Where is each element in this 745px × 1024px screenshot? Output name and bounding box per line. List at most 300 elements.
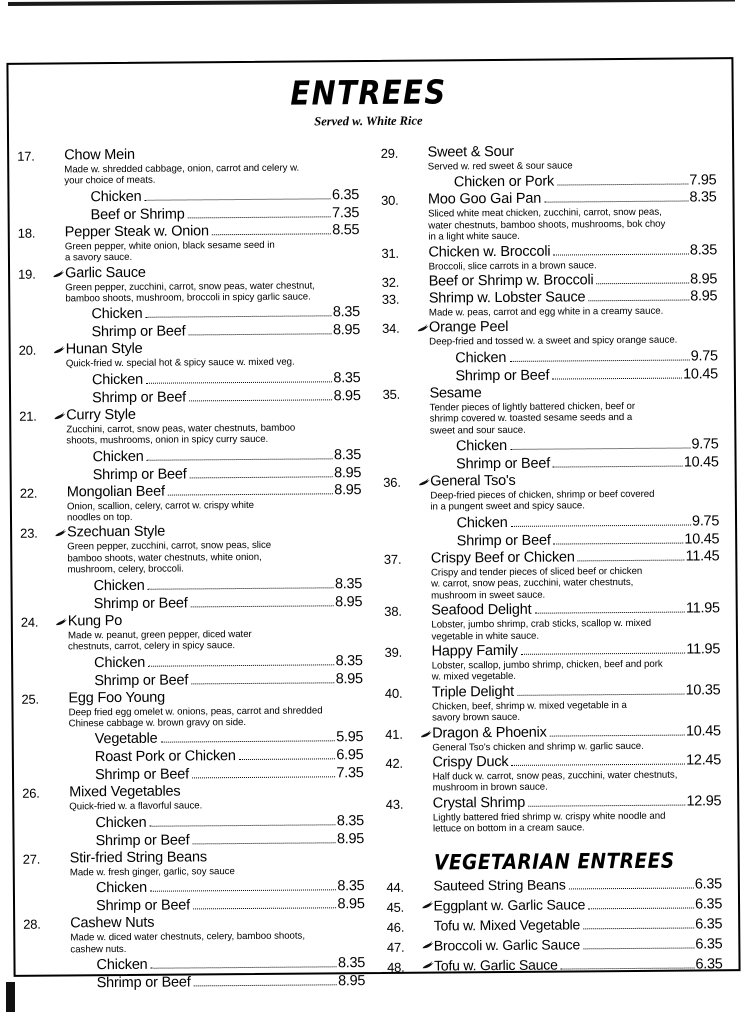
menu-item-name: Eggplant w. Garlic Sauce — [433, 895, 586, 914]
menu-item-price: 6.35 — [695, 955, 723, 973]
menu-item-number: 24. — [20, 614, 39, 630]
menu-option-label: Chicken — [92, 448, 144, 465]
menu-option-price: 8.35 — [337, 955, 366, 972]
menu-option-label: Chicken — [455, 437, 508, 455]
vegetarian-menu-item[interactable] — [387, 934, 723, 957]
chili-pepper-icon — [419, 725, 432, 738]
menu-item-number: 31. — [381, 245, 399, 261]
menu-item-description: Deep fried egg omelet w. onions, peas, carrot and shredded Chinese cabbage w. brown gravy on side. — [68, 704, 323, 730]
menu-item-number: 25. — [21, 691, 39, 707]
page-subtitle: Served w. White Rice — [314, 113, 423, 129]
menu-item-name: Sweet & Sour — [427, 143, 514, 161]
menu-item-title-row — [434, 954, 723, 976]
menu-option-row[interactable] — [454, 172, 717, 192]
menu-item[interactable] — [381, 142, 717, 192]
leader-dots — [149, 824, 335, 826]
menu-option-price: 8.35 — [332, 304, 360, 321]
menu-item-number: 34. — [381, 321, 400, 337]
menu-item[interactable] — [385, 641, 721, 684]
chili-pepper-icon-placeholder — [418, 603, 431, 607]
chili-pepper-icon-placeholder — [419, 754, 432, 758]
menu-option-price: 5.95 — [336, 729, 364, 746]
menu-item[interactable] — [20, 482, 362, 525]
menu-item-name: Tofu w. Mixed Vegetable — [433, 915, 581, 934]
menu-option-label: Shrimp or Beef — [92, 389, 187, 407]
menu-item[interactable] — [386, 793, 722, 836]
menu-option-row[interactable] — [93, 464, 362, 484]
menu-item-name: Broccoli w. Garlic Sauce — [433, 935, 581, 954]
menu-option-label: Chicken or Pork — [453, 173, 555, 191]
menu-item-description: Green pepper, zucchini, carrot, snow peas, water chestnut, bamboo shoots, mushroom, broccoli in spicy garlic sauce. — [65, 280, 315, 305]
menu-item-price: 12.45 — [686, 752, 721, 769]
chili-pepper-icon — [421, 936, 434, 949]
leader-dots — [554, 542, 684, 544]
menu-item-name: Crispy Duck — [432, 753, 509, 771]
menu-option-row[interactable] — [456, 453, 719, 473]
menu-item[interactable] — [17, 145, 359, 224]
chili-pepper-icon-placeholder — [416, 385, 429, 389]
menu-option-row[interactable] — [92, 369, 361, 389]
menu-page — [6, 57, 736, 992]
menu-option-row[interactable] — [96, 895, 365, 915]
vegetarian-menu-item[interactable] — [386, 874, 722, 897]
menu-item-title-row — [433, 874, 722, 896]
leader-dots — [561, 967, 695, 969]
menu-item-options — [95, 728, 364, 784]
menu-option-label: Shrimp or Beef — [455, 367, 550, 385]
leader-dots — [212, 233, 331, 235]
menu-item-number: 27. — [22, 851, 41, 867]
menu-item-description: Made w. shredded cabbage, onion, carrot and celery w. your choice of meats. — [64, 162, 300, 187]
menu-item-number: 26. — [22, 785, 40, 802]
chili-pepper-icon-placeholder — [51, 147, 64, 151]
chili-pepper-icon — [420, 896, 433, 909]
menu-item-description: Lobster, scallop, jumbo shrimp, chicken, beef and pork w. mixed vegetable. — [431, 658, 663, 683]
menu-option-row[interactable] — [91, 304, 360, 324]
menu-option-label: Chicken — [455, 349, 507, 367]
menu-option-row[interactable] — [94, 670, 363, 690]
menu-option-label: Chicken — [95, 879, 147, 897]
menu-option-row[interactable] — [456, 512, 719, 532]
menu-item-number: 36. — [383, 474, 401, 490]
menu-item-name: Sesame — [429, 384, 482, 402]
chili-pepper-icon-placeholder — [420, 795, 433, 799]
scan-artifact-top-bar — [8, 0, 735, 6]
menu-item-name: Sauteed String Beans — [433, 876, 566, 894]
menu-item[interactable] — [21, 688, 363, 785]
menu-item-description: Onion, scallion, celery, carrot w. crispy white noodles on top. — [66, 499, 254, 524]
leader-dots — [151, 966, 337, 968]
menu-item-description: Made w. peas, carrot and egg white in a creamy sauce. — [428, 305, 664, 319]
leader-dots — [160, 741, 335, 743]
leader-dots — [517, 693, 685, 695]
leader-dots — [239, 759, 336, 761]
menu-option-price: 10.45 — [683, 366, 718, 383]
menu-item-description: Made w. diced water chestnuts, celery, bamboo shoots, cashew nuts. — [70, 930, 305, 955]
chili-pepper-icon — [416, 320, 429, 333]
menu-option-price: 7.95 — [689, 172, 717, 189]
menu-option-label: Shrimp or Beef — [456, 532, 551, 550]
menu-item-name: Beef or Shrimp w. Broccoli — [428, 272, 594, 290]
leader-dots — [552, 377, 682, 379]
menu-item-name: Szechuan Style — [67, 524, 166, 541]
leader-dots — [146, 381, 332, 383]
menu-item-name: Shrimp w. Lobster Sauce — [428, 289, 586, 307]
menu-option-label: Shrimp or Beef — [94, 766, 190, 784]
leader-dots — [597, 283, 690, 285]
menu-option-price: 9.75 — [691, 513, 720, 530]
chili-pepper-icon — [52, 265, 65, 278]
menu-item-price: 6.35 — [695, 915, 723, 933]
menu-item-options — [92, 446, 361, 484]
menu-item[interactable] — [18, 222, 360, 265]
menu-option-price: 6.35 — [331, 186, 360, 204]
menu-item-options — [95, 812, 364, 850]
menu-item-options — [456, 435, 719, 473]
leader-dots — [534, 612, 685, 614]
menu-option-label: Chicken — [91, 306, 143, 323]
menu-item-name: Tofu w. Garlic Sauce — [433, 956, 558, 974]
menu-option-row[interactable] — [92, 446, 361, 466]
menu-item-name: Crystal Shrimp — [432, 794, 526, 812]
menu-item-options — [91, 304, 360, 342]
menu-option-row[interactable] — [95, 812, 364, 832]
menu-item-price: 11.95 — [685, 600, 720, 617]
menu-item-description: Lobster, jumbo shrimp, crab sticks, scallop w. mixed vegetable in white sauce. — [431, 617, 652, 643]
menu-item-description: Quick-fried w. special hot & spicy sauce w. mixed veg. — [65, 357, 295, 370]
menu-item-number: 19. — [18, 266, 36, 282]
menu-item-price: 11.95 — [686, 641, 721, 658]
menu-option-row[interactable] — [93, 575, 362, 595]
menu-item-description: Lightly battered fried shrimp w. crispy white noodle and lettuce on bottom in a cream sauce. — [432, 810, 666, 835]
menu-item-options — [96, 877, 365, 915]
menu-item-options — [94, 652, 363, 690]
chili-pepper-icon — [54, 525, 67, 538]
menu-item-description: Quick-fried w. a flavorful sauce. — [69, 800, 203, 813]
menu-option-price: 8.95 — [338, 973, 366, 990]
menu-item[interactable] — [382, 383, 718, 474]
menu-item-number: 33. — [381, 291, 400, 307]
menu-option-row[interactable] — [95, 764, 364, 784]
menu-item[interactable] — [385, 723, 721, 755]
menu-item-name: Mixed Vegetables — [69, 783, 181, 801]
menu-item-name: General Tso's — [430, 472, 516, 490]
menu-item-description: Served w. red sweet & sour sauce — [427, 160, 573, 173]
leader-dots — [521, 652, 686, 654]
menu-option-label: Beef or Shrimp — [90, 206, 185, 224]
menu-item-number: 48. — [386, 959, 405, 975]
menu-option-price: 9.75 — [691, 436, 719, 453]
menu-item-description: Made w. peanut, green pepper, diced water chestnuts, carrot, celery in spicy sauce. — [67, 628, 252, 653]
menu-item-number: 40. — [384, 685, 403, 701]
menu-item-description: Deep-fried and tossed w. a sweet and spicy orange sauce. — [429, 335, 678, 348]
menu-item-description: Tender pieces of lightly battered chicken, beef or shrimp covered w. toasted sesame seeds and a sweet and sour sauce. — [429, 400, 636, 437]
leader-dots — [147, 458, 333, 460]
leader-dots — [511, 524, 691, 526]
menu-option-label: Chicken — [95, 814, 147, 831]
menu-item-number: 41. — [385, 726, 403, 742]
menu-item-price: 10.45 — [685, 722, 721, 740]
menu-option-label: Chicken — [90, 188, 142, 206]
leader-dots — [578, 559, 685, 561]
menu-item-options — [96, 954, 365, 992]
menu-item[interactable] — [19, 340, 361, 408]
menu-option-row[interactable] — [94, 593, 363, 613]
menu-item-name: Curry Style — [66, 406, 136, 424]
menu-option-price: 8.95 — [337, 896, 365, 913]
menu-option-row[interactable] — [95, 830, 364, 850]
menu-option-price: 7.35 — [332, 204, 360, 222]
menu-item-name: Pepper Steak w. Onion — [64, 223, 209, 241]
menu-item-price: 11.45 — [685, 548, 720, 565]
menu-option-label: Chicken — [91, 371, 143, 389]
menu-option-label: Shrimp or Beef — [456, 455, 551, 473]
menu-option-price: 8.95 — [336, 830, 365, 847]
menu-item-price: 6.35 — [694, 875, 722, 893]
menu-item-number: 22. — [19, 485, 38, 501]
leader-dots — [190, 476, 334, 478]
menu-item-price: 10.35 — [685, 681, 721, 699]
menu-item-number: 18. — [17, 225, 36, 241]
menu-item-price: 8.35 — [689, 189, 717, 206]
menu-item-name: Garlic Sauce — [65, 264, 146, 282]
menu-option-label: Chicken — [456, 514, 508, 532]
menu-option-label: Chicken — [96, 956, 148, 974]
leader-dots — [557, 184, 688, 186]
menu-column-right — [367, 142, 723, 976]
vegetarian-menu-item[interactable] — [387, 954, 723, 977]
menu-item-description: Green pepper, white onion, black sesame seed in a savory sauce. — [64, 239, 275, 264]
menu-item-price: 8.95 — [690, 288, 718, 305]
menu-item-name: Crispy Beef or Chicken — [430, 549, 575, 567]
menu-option-row[interactable] — [95, 728, 364, 748]
chili-pepper-icon-placeholder — [415, 192, 428, 196]
menu-option-price: 8.35 — [334, 575, 363, 592]
menu-item-options — [92, 369, 361, 407]
menu-item-price: 6.35 — [695, 935, 723, 953]
leader-dots — [550, 734, 685, 736]
menu-option-label: Chicken — [93, 577, 145, 594]
menu-option-price: 8.35 — [335, 652, 363, 669]
menu-option-row[interactable] — [455, 347, 718, 367]
menu-item-name: Hunan Style — [65, 341, 143, 358]
menu-item[interactable] — [384, 548, 720, 603]
menu-item-options — [456, 512, 719, 550]
menu-option-price: 9.75 — [690, 348, 718, 365]
chili-pepper-icon-placeholder — [418, 550, 431, 554]
menu-item-description: Broccoli, slice carrots in a brown sauce. — [428, 259, 597, 273]
menu-item-options — [90, 186, 359, 224]
menu-item-name: Orange Peel — [428, 319, 509, 336]
menu-option-row[interactable] — [96, 954, 365, 974]
menu-item-number: 45. — [386, 899, 405, 915]
menu-option-row[interactable] — [455, 365, 718, 385]
menu-item-number: 28. — [23, 916, 41, 932]
menu-option-label: Roast Pork or Chicken — [94, 748, 236, 766]
menu-option-row[interactable] — [97, 972, 366, 992]
leader-dots — [509, 359, 689, 361]
menu-item-description: Half duck w. carrot, snow peas, zucchini, water chestnuts, mushroom in brown sauce. — [432, 769, 678, 794]
menu-item-description: Made w. fresh ginger, garlic, soy sauce — [69, 865, 235, 879]
leader-dots — [150, 889, 336, 891]
leader-dots — [191, 605, 335, 607]
menu-item-number: 32. — [381, 274, 400, 290]
menu-item-options — [455, 347, 718, 385]
menu-item-title-row — [434, 934, 723, 956]
leader-dots — [569, 887, 694, 889]
chili-pepper-icon-placeholder — [52, 224, 65, 228]
menu-option-price: 10.45 — [683, 454, 719, 471]
menu-item[interactable] — [385, 752, 721, 795]
menu-item-number: 29. — [380, 145, 399, 161]
menu-item-price: 6.35 — [694, 895, 723, 913]
chili-pepper-icon-placeholder — [415, 145, 428, 149]
menu-option-row[interactable] — [94, 652, 363, 672]
chili-pepper-icon — [421, 956, 434, 969]
menu-option-row[interactable] — [91, 204, 360, 224]
menu-columns — [7, 142, 737, 993]
menu-item[interactable] — [19, 405, 361, 484]
chili-pepper-icon-placeholder — [56, 785, 69, 789]
menu-item-description: Chicken, beef, shrimp w. mixed vegetable in a savory brown sauce. — [431, 699, 627, 724]
menu-item-options — [454, 172, 717, 192]
leader-dots — [588, 300, 689, 302]
menu-header — [6, 57, 730, 132]
page-title: ENTREES — [289, 72, 447, 113]
leader-dots — [192, 842, 336, 844]
menu-option-row[interactable] — [92, 387, 361, 407]
chili-pepper-icon — [55, 613, 68, 626]
menu-option-price: 8.35 — [333, 369, 361, 387]
chili-pepper-icon-placeholder — [55, 690, 68, 694]
menu-item-price: 8.95 — [690, 271, 718, 288]
menu-option-label: Shrimp or Beef — [93, 595, 188, 612]
menu-item-options — [93, 575, 362, 613]
menu-item-number: 42. — [385, 755, 403, 771]
menu-option-row[interactable] — [91, 322, 360, 342]
menu-item[interactable] — [382, 318, 718, 386]
menu-item[interactable] — [22, 782, 364, 850]
menu-item-number: 46. — [386, 919, 405, 935]
menu-item-number: 20. — [18, 343, 37, 359]
menu-item-description: Crispy and tender pieces of sliced beef or chicken w. carrot, snow peas, zucchini, water chestnuts, mushroom in sweet sauce. — [430, 565, 643, 602]
menu-option-price: 8.35 — [337, 878, 365, 895]
menu-item-title-row — [433, 894, 722, 916]
menu-item-number: 35. — [382, 386, 401, 402]
menu-item-name: Stir-fried String Beans — [69, 849, 207, 867]
leader-dots — [583, 947, 694, 949]
leader-dots — [193, 907, 337, 909]
menu-item-description: Sliced white meat chicken, zucchini, carrot, snow peas, water chestnuts, bamboo shoots, mushrooms, bok choy in a light white sauce. — [428, 207, 666, 243]
menu-option-label: Shrimp or Beef — [96, 974, 191, 992]
menu-item-name: Kung Po — [67, 612, 123, 630]
menu-item[interactable] — [23, 848, 365, 916]
menu-option-label: Chicken — [94, 654, 146, 671]
leader-dots — [145, 316, 331, 318]
menu-item[interactable] — [21, 611, 363, 690]
menu-option-price: 10.45 — [684, 531, 720, 548]
menu-item-number: 37. — [383, 551, 402, 567]
chili-pepper-icon-placeholder — [57, 850, 70, 854]
menu-item-description: Deep-fried pieces of chicken, shrimp or beef covered in a pungent sweet and spicy sauce. — [430, 488, 655, 514]
leader-dots — [528, 804, 685, 806]
menu-option-row[interactable] — [96, 877, 365, 897]
menu-item[interactable] — [382, 288, 718, 320]
menu-option-row[interactable] — [456, 435, 719, 455]
menu-item[interactable] — [20, 523, 362, 614]
menu-item[interactable] — [384, 600, 720, 643]
vegetarian-section-header — [386, 848, 722, 875]
menu-item-price: 8.35 — [689, 241, 717, 259]
menu-option-label: Shrimp or Beef — [94, 671, 189, 689]
menu-option-label: Shrimp or Beef — [95, 832, 190, 849]
menu-item-name: Triple Delight — [431, 683, 515, 701]
menu-item-price: 8.95 — [334, 481, 362, 498]
menu-item-title-row — [434, 914, 723, 936]
menu-item-number: 23. — [20, 526, 38, 542]
menu-item[interactable] — [23, 913, 365, 992]
menu-option-row[interactable] — [95, 746, 364, 766]
menu-item-number: 17. — [17, 148, 35, 164]
menu-item-number: 39. — [384, 644, 403, 660]
menu-item-price: 12.95 — [686, 793, 722, 810]
leader-dots — [553, 253, 689, 255]
leader-dots — [583, 927, 694, 929]
menu-item-description: General Tso's chicken and shrimp w. garlic sauce. — [432, 740, 644, 754]
menu-item-number: 47. — [386, 939, 405, 955]
menu-item-name: Mongolian Beef — [66, 483, 165, 501]
menu-option-price: 8.95 — [335, 670, 363, 687]
leader-dots — [191, 682, 335, 684]
leader-dots — [511, 763, 685, 765]
menu-item-name: Dragon & Phoenix — [432, 724, 547, 742]
menu-item-name: Moo Goo Gai Pan — [427, 191, 542, 208]
menu-item-number: 44. — [386, 879, 404, 895]
menu-item-number: 43. — [385, 796, 404, 812]
leader-dots — [553, 466, 683, 468]
menu-item-name: Egg Foo Young — [68, 689, 166, 706]
leader-dots — [194, 984, 338, 986]
menu-item-name: Happy Family — [431, 642, 518, 660]
menu-item[interactable] — [385, 682, 721, 725]
menu-item[interactable] — [381, 242, 717, 274]
menu-item[interactable] — [18, 263, 360, 342]
chili-pepper-icon-placeholder — [57, 916, 70, 920]
menu-item[interactable] — [383, 471, 719, 550]
menu-option-row[interactable] — [457, 530, 720, 550]
leader-dots — [189, 334, 333, 336]
menu-item-name: Chicken w. Broccoli — [428, 243, 551, 261]
leader-dots — [510, 448, 690, 450]
chili-pepper-icon-placeholder — [421, 916, 434, 920]
menu-item-name: Cashew Nuts — [70, 914, 155, 932]
vegetarian-menu-item[interactable] — [387, 914, 723, 937]
leader-dots — [189, 399, 333, 401]
menu-option-label: Shrimp or Beef — [92, 466, 187, 483]
vegetarian-menu-item[interactable] — [386, 894, 722, 917]
menu-item[interactable] — [381, 190, 717, 245]
menu-option-price: 8.35 — [333, 446, 362, 463]
menu-column-left — [17, 145, 373, 993]
menu-option-label: Shrimp or Beef — [96, 897, 191, 915]
leader-dots — [148, 587, 334, 589]
leader-dots — [188, 216, 332, 218]
menu-option-price: 8.95 — [332, 322, 361, 339]
chili-pepper-icon-placeholder — [54, 484, 67, 488]
menu-option-row[interactable] — [90, 186, 359, 206]
menu-item-description: Green pepper, zucchini, carrot, snow peas, slice bamboo shoots, water chestnuts, white onion, mushroom, celery, broccoli. — [67, 540, 272, 576]
menu-item-description: Zucchini, carrot, snow peas, water chestnuts, bamboo shoots, mushrooms, onion in spicy curry sauce. — [66, 422, 296, 447]
